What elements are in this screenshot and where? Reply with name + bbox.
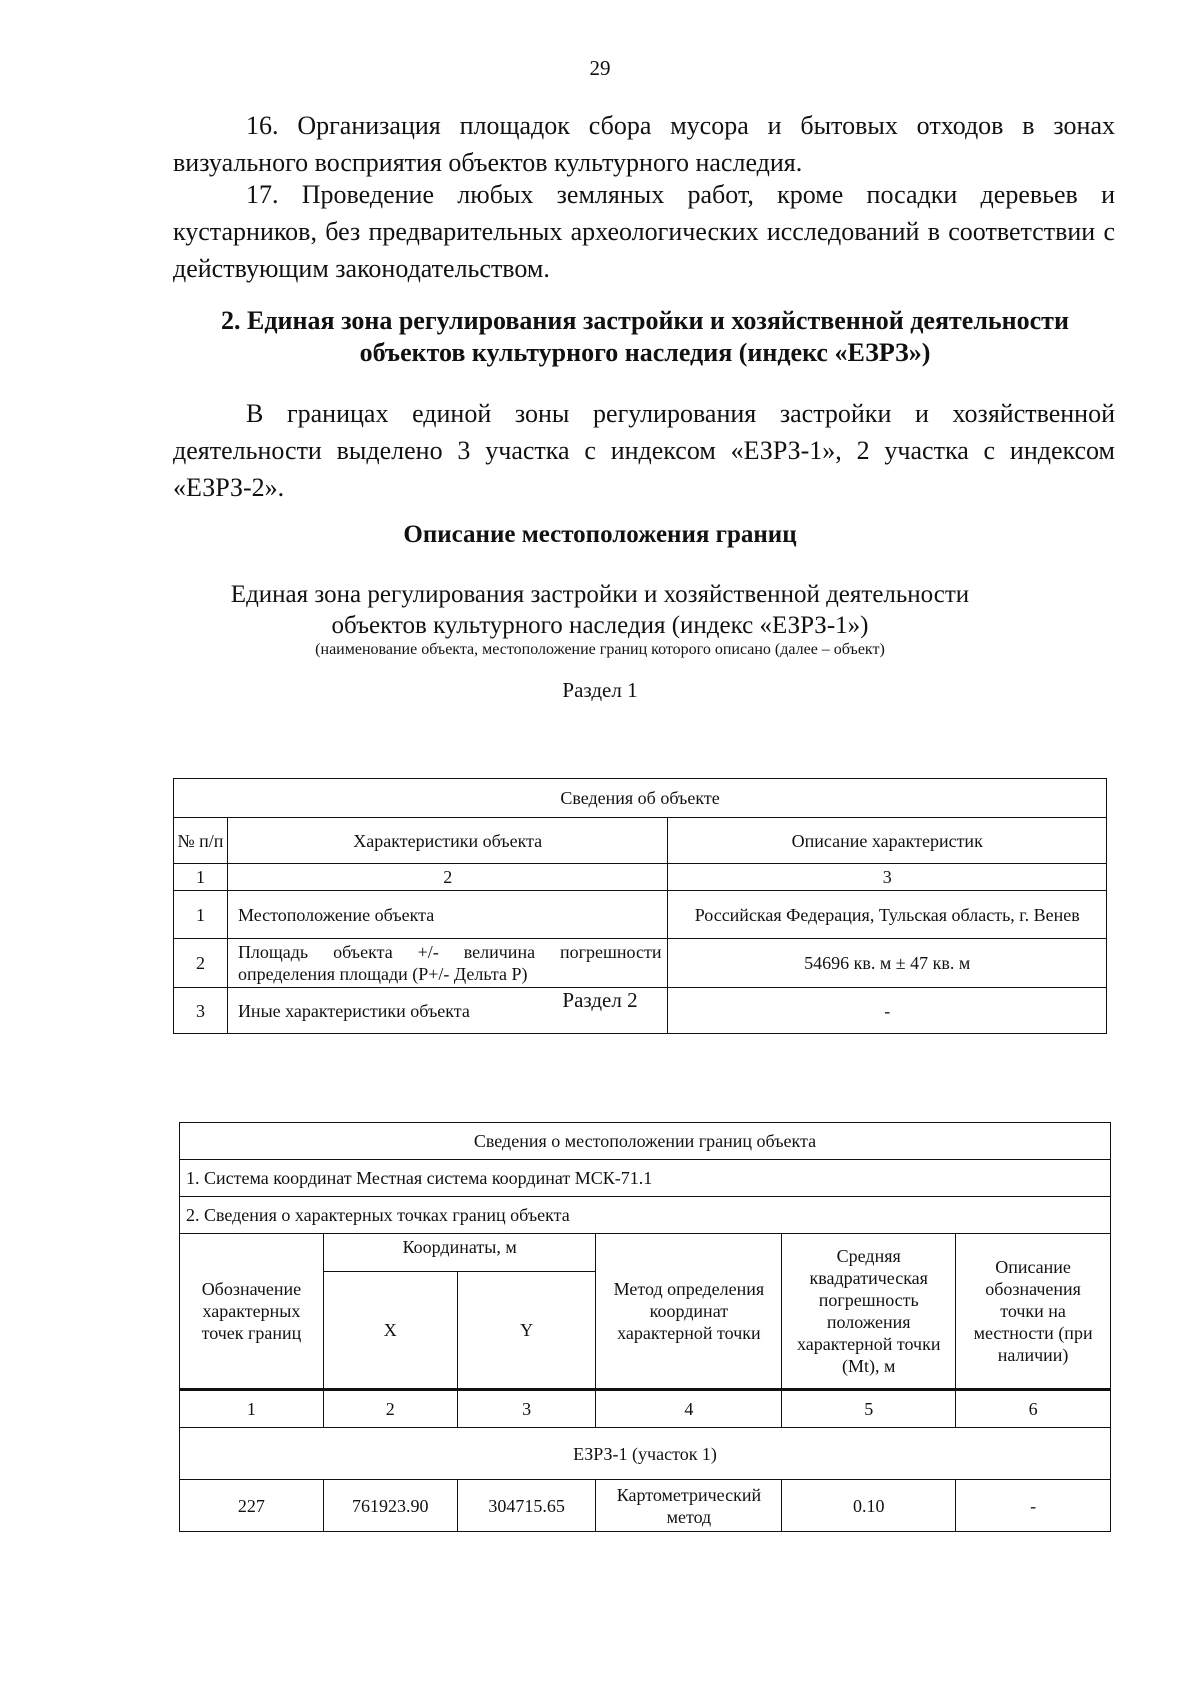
index-cell: 1	[174, 864, 228, 891]
object-name-line-1: Единая зона регулирования застройки и хозяйственной деятельности	[230, 581, 970, 608]
section-heading-line-1: 2. Единая зона регулирования застройки и хозяйственной деятельности	[221, 306, 1069, 335]
index-cell: 5	[782, 1390, 956, 1428]
header-description: Описание характеристик	[668, 818, 1107, 864]
table-title: Сведения об объекте	[174, 779, 1107, 818]
point-id: 227	[180, 1480, 324, 1532]
section-heading	[150, 305, 1140, 369]
header-point-description: Описание обозначения точки на местности (при наличии)	[956, 1234, 1111, 1390]
table-index-row	[180, 1390, 1111, 1428]
header-characteristics: Характеристики объекта	[227, 818, 668, 864]
header-num: № п/п	[174, 818, 228, 864]
index-cell: 3	[457, 1390, 596, 1428]
header-row-1	[180, 1234, 1111, 1272]
section-heading-line-2: объектов культурного наследия (индекс «ЕЗРЗ»)	[359, 338, 931, 367]
boundary-title: Описание местоположения границ	[403, 521, 797, 548]
header-point-designation: Обозначение характерных точек границ	[180, 1234, 324, 1390]
index-cell: 1	[180, 1390, 324, 1428]
index-cell: 3	[668, 864, 1107, 891]
row-num: 3	[174, 988, 228, 1034]
header-x: X	[323, 1272, 457, 1390]
header-coordinates: Координаты, м	[323, 1234, 596, 1272]
index-cell: 4	[596, 1390, 782, 1428]
group-row	[180, 1428, 1111, 1480]
row-characteristic: Местоположение объекта	[227, 891, 668, 939]
point-y: 304715.65	[457, 1480, 596, 1532]
razdel-1-label: Раздел 1	[562, 678, 638, 702]
index-cell: 2	[323, 1390, 457, 1428]
boundary-points-table	[179, 1122, 1111, 1532]
table-row	[180, 1480, 1111, 1532]
table-row	[174, 891, 1107, 939]
point-x: 761923.90	[323, 1480, 457, 1532]
list-item-17: 17. Проведение любых земляных работ, кроме посадки деревьев и кустарников, без предварительных археологических исследований в соответствии с действующим законодательством.	[173, 180, 1115, 283]
row-characteristic: Площадь объекта +/- величина погрешности определения площади (P+/- Дельта P)	[227, 939, 668, 988]
row-description: Российская Федерация, Тульская область, г. Венев	[668, 891, 1107, 939]
row-num: 1	[174, 891, 228, 939]
index-cell: 2	[227, 864, 668, 891]
coord-system-row	[180, 1160, 1111, 1197]
page-number: 29	[589, 56, 611, 80]
header-error: Средняя квадратическая погрешность положения характерной точки (Mt), м	[782, 1234, 956, 1390]
index-cell: 6	[956, 1390, 1111, 1428]
coord-system: 1. Система координат Местная система координат МСК-71.1	[180, 1160, 1111, 1197]
group-label: ЕЗРЗ-1 (участок 1)	[180, 1428, 1111, 1480]
point-description: -	[956, 1480, 1111, 1532]
points-title: 2. Сведения о характерных точках границ объекта	[180, 1197, 1111, 1234]
list-item-16: 16. Организация площадок сбора мусора и бытовых отходов в зонах визуального восприятия объектов культурного наследия.	[173, 111, 1115, 177]
object-name	[0, 579, 1200, 641]
row-description: 54696 кв. м ± 47 кв. м	[668, 939, 1107, 988]
point-error: 0.10	[782, 1480, 956, 1532]
table-title-row	[180, 1123, 1111, 1160]
points-title-row	[180, 1197, 1111, 1234]
razdel-2-label: Раздел 2	[562, 988, 638, 1012]
row-description: -	[668, 988, 1107, 1034]
header-method: Метод определения координат характерной точки	[596, 1234, 782, 1390]
table-header-row	[174, 818, 1107, 864]
header-y: Y	[457, 1272, 596, 1390]
table-row	[174, 939, 1107, 988]
table-index-row	[174, 864, 1107, 891]
section-intro: В границах единой зоны регулирования застройки и хозяйственной деятельности выделено 3 участка с индексом «ЕЗРЗ-1», 2 участка с индексом «ЕЗРЗ-2».	[173, 399, 1115, 502]
table-title: Сведения о местоположении границ объекта	[180, 1123, 1111, 1160]
table-title-row	[174, 779, 1107, 818]
object-caption: (наименование объекта, местоположение границ которого описано (далее – объект)	[315, 641, 885, 658]
row-characteristic: Иные характеристики объекта	[227, 988, 668, 1034]
point-method: Картометрический метод	[596, 1480, 782, 1532]
row-num: 2	[174, 939, 228, 988]
object-name-line-2: объектов культурного наследия (индекс «ЕЗРЗ-1»)	[331, 612, 869, 639]
